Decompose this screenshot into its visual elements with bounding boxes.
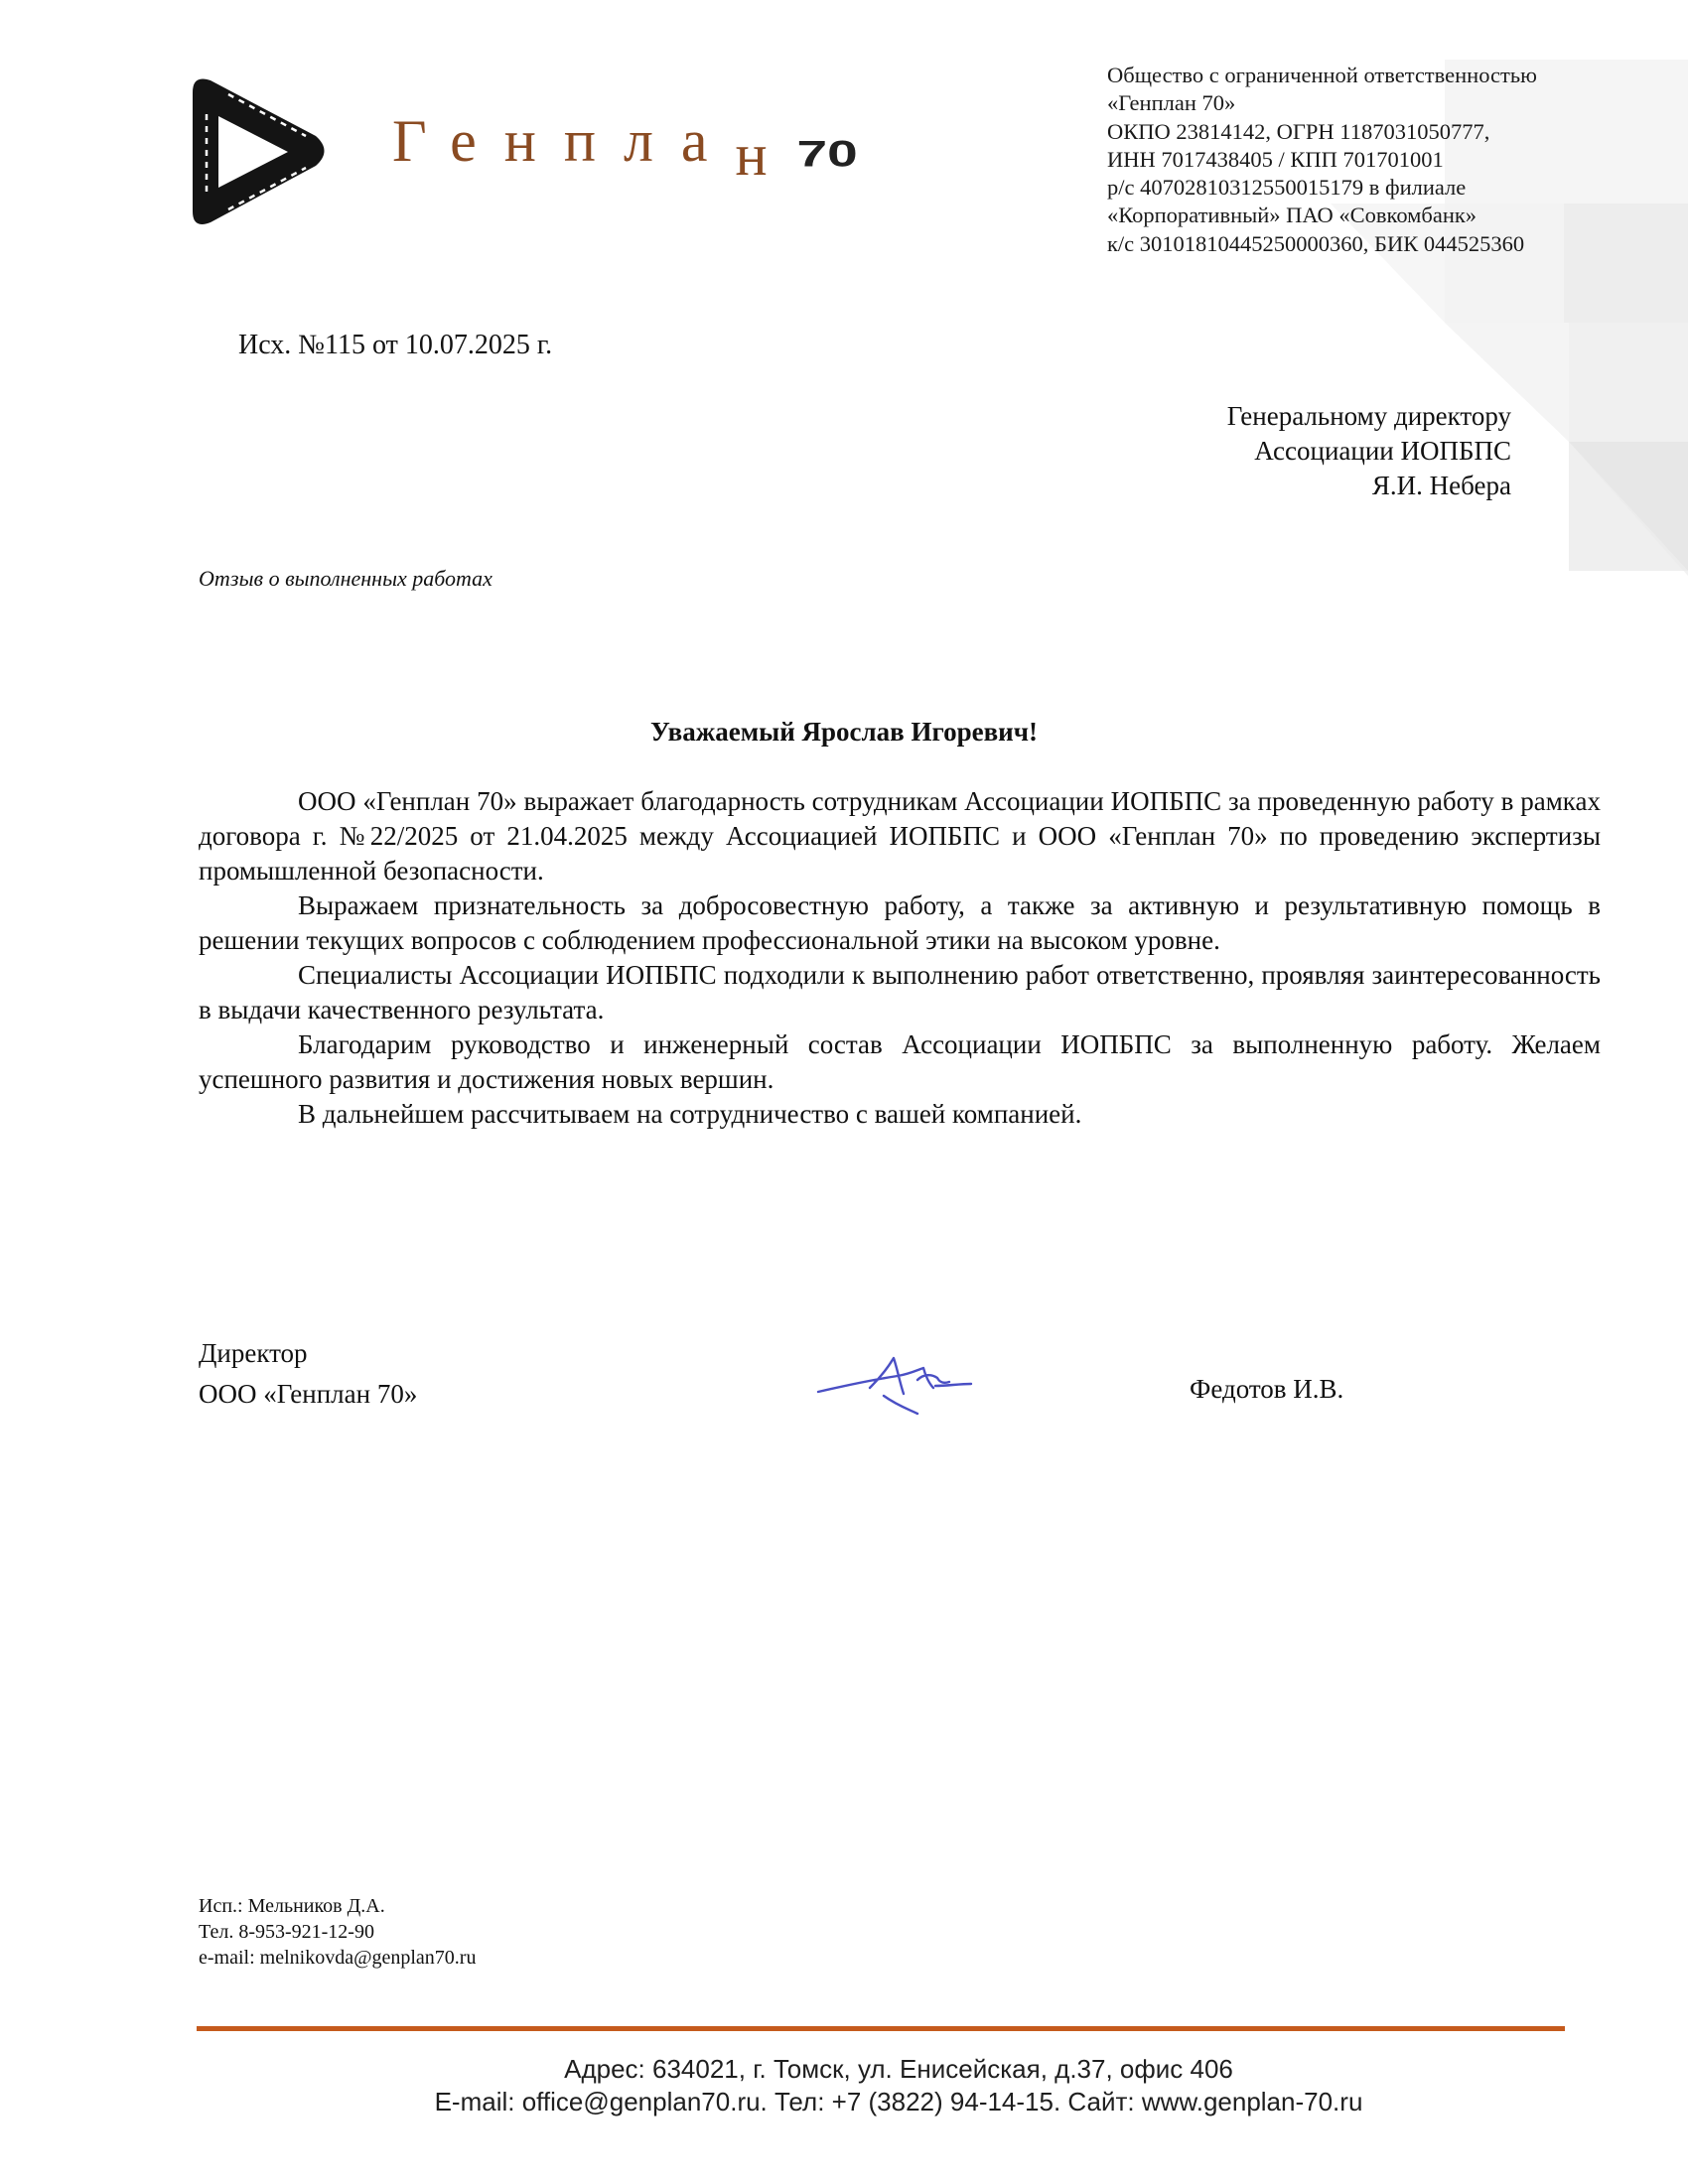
signatory-position: Директор [199, 1338, 308, 1368]
footer-contacts: E-mail: office@genplan70.ru. Тел: +7 (3822) 94-14-15. Сайт: www.genplan-70.ru [434, 2087, 1363, 2116]
logo-wordmark [392, 107, 795, 188]
recipient-line: Ассоциации ИОПБПС [1254, 436, 1511, 466]
executor-contacts [199, 1893, 476, 1971]
body-paragraph: Специалисты Ассоциации ИОПБПС подходили к выполнению работ ответственно, проявляя заинтересованность в выдачи качественного результата. [199, 960, 1601, 1024]
body-paragraph: В дальнейшем рассчитываем на сотрудничество с вашей компанией. [298, 1099, 1082, 1129]
letter-subject: Отзыв о выполненных работах [199, 566, 492, 591]
logo-70-text: 70 [796, 132, 858, 173]
recipient-line: Генеральному директору [1226, 401, 1511, 431]
logo-70-mark [794, 131, 899, 173]
play-triangle-logo-icon [189, 74, 333, 228]
logo-word-part2: н [735, 122, 795, 188]
handwritten-signature-icon [814, 1340, 988, 1420]
body-paragraph: Благодарим руководство и инженерный состав Ассоциации ИОПБПС за выполненную работу. Желаем успешного развития и достижения новых вершин. [199, 1029, 1601, 1094]
footer-address: Адрес: 634021, г. Томск, ул. Енисейская, д.37, офис 406 [564, 2054, 1233, 2084]
greeting: Уважаемый Ярослав Игоревич! [650, 717, 1038, 747]
company-info-line: ИНН 7017438405 / КПП 701701001 [1107, 146, 1444, 172]
company-info-line: к/с 30101810445250000360, БИК 044525360 [1107, 230, 1525, 256]
executor-name: Исп.: Мельников Д.А. [199, 1895, 385, 1917]
body-paragraph: ООО «Генплан 70» выражает благодарность сотрудникам Ассоциации ИОПБПС за проведенную работу в рамках договора г. №22/2025 от 21.04.2025 между Ассоциацией ИОПБПС и ООО «Генплан 70» по проведению экспертизы промышленной безопасности. [199, 786, 1601, 886]
outgoing-reference: Исх. №115 от 10.07.2025 г. [238, 330, 553, 360]
executor-email: e-mail: melnikovda@genplan70.ru [199, 1947, 477, 1969]
logo-word-part1: Генпла [392, 108, 736, 174]
recipient-block [1227, 399, 1511, 503]
signatory-company: ООО «Генплан 70» [199, 1379, 418, 1409]
company-info-line: Общество с ограниченной ответственностью [1107, 63, 1537, 87]
company-info-line: р/с 40702810312550015179 в филиале [1107, 175, 1467, 201]
company-info-line: ОКПО 23814142, ОГРН 1187031050777, [1107, 118, 1490, 144]
recipient-line: Я.И. Небера [1371, 471, 1511, 500]
company-info-line: «Генплан 70» [1107, 90, 1236, 116]
signatory-name: Федотов И.В. [1190, 1374, 1344, 1404]
executor-phone: Тел. 8-953-921-12-90 [199, 1921, 374, 1943]
footer-divider [197, 2026, 1565, 2031]
footer [0, 2053, 1688, 2118]
signatory-title [199, 1333, 417, 1415]
company-info-line: «Корпоративный» ПАО «Совкомбанк» [1107, 203, 1477, 228]
letter-body [199, 784, 1601, 1132]
body-paragraph: Выражаем признательность за добросовестную работу, а также за активную и результативную помощь в решении текущих вопросов с соблюдением профессиональной этики на высоком уровне. [199, 890, 1601, 955]
company-requisites [1107, 62, 1663, 258]
